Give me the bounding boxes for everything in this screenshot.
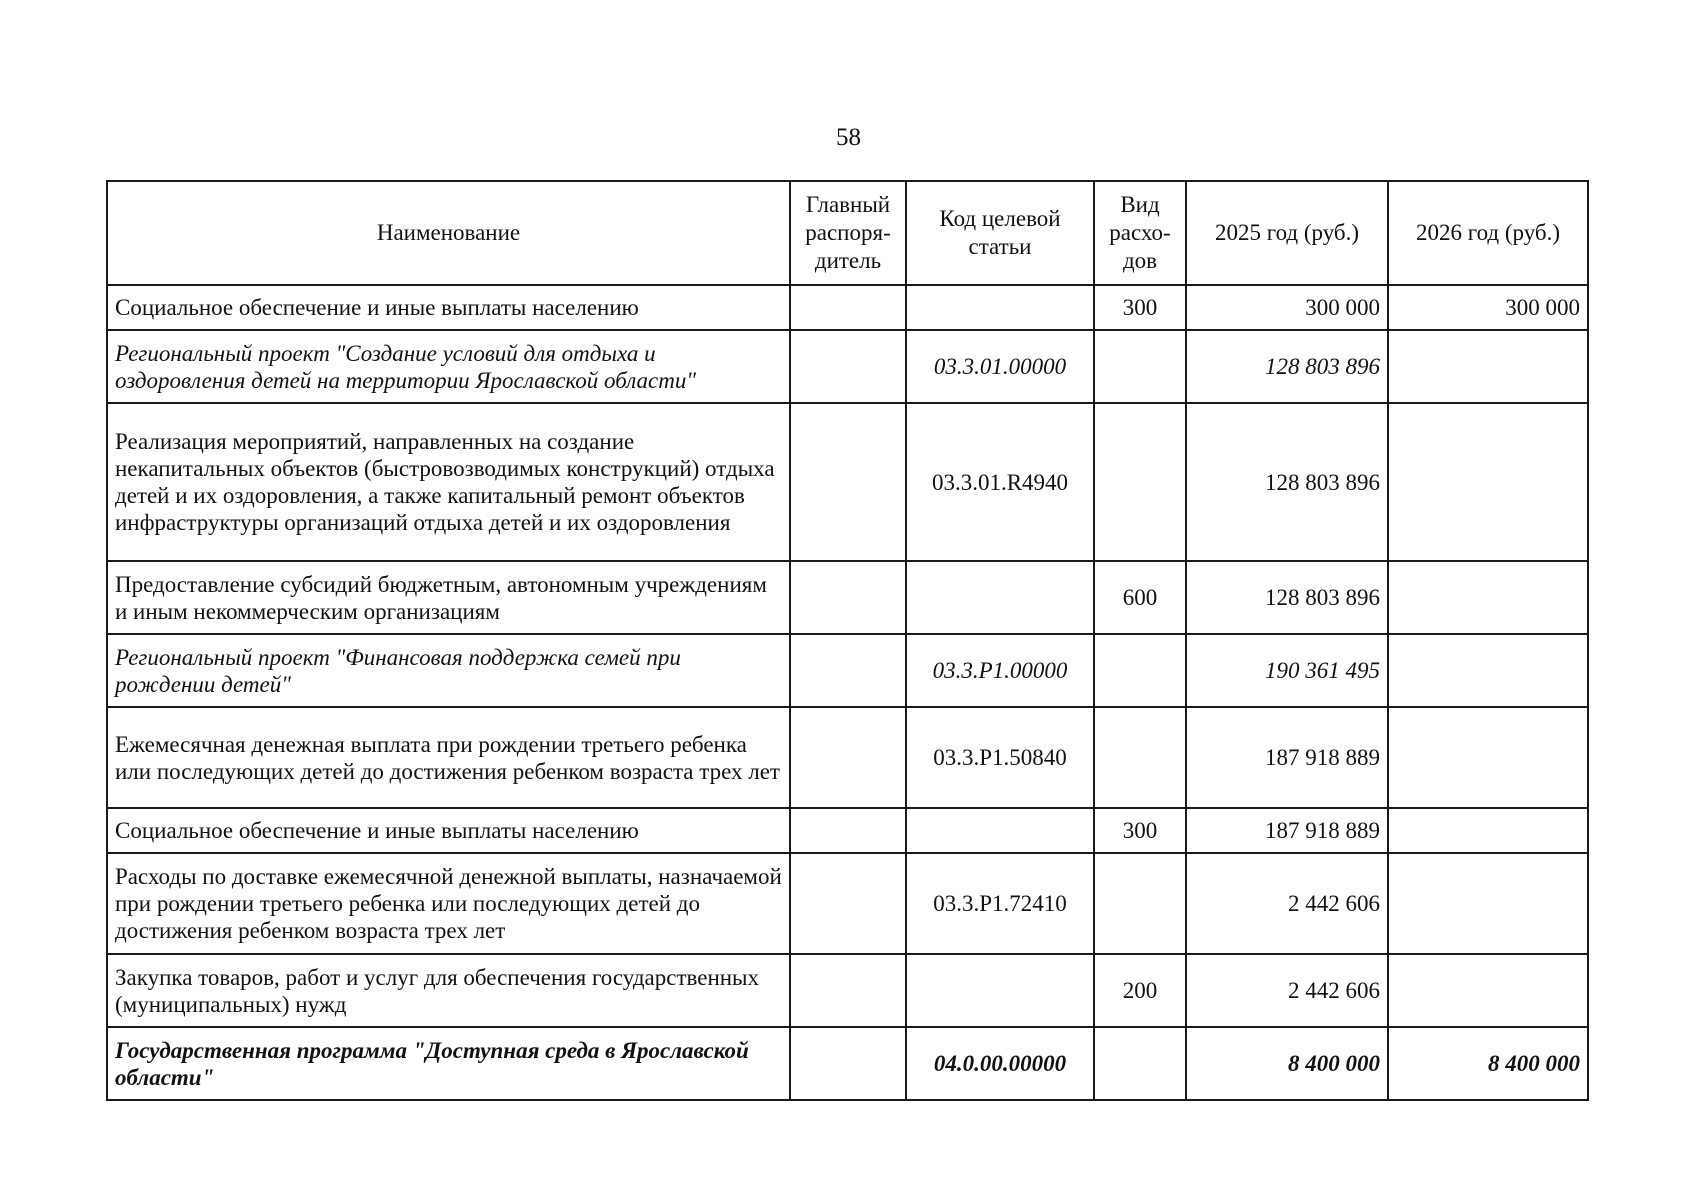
cell-code [906, 561, 1094, 634]
table-row [107, 1027, 1588, 1100]
cell-2026: 8 400 000 [1388, 1027, 1588, 1100]
table-row [107, 330, 1588, 403]
cell-name: Предоставление субсидий бюджетным, автономным учреждениям и иным некоммерческим организациям [107, 561, 790, 634]
cell-code: 03.3.01.00000 [906, 330, 1094, 403]
cell-code [906, 808, 1094, 853]
header-code: Код целевой статьи [906, 181, 1094, 285]
cell-vid [1094, 403, 1186, 561]
cell-2025: 128 803 896 [1186, 330, 1388, 403]
table-row [107, 707, 1588, 808]
cell-name: Социальное обеспечение и иные выплаты населению [107, 808, 790, 853]
cell-2025: 128 803 896 [1186, 403, 1388, 561]
cell-2026 [1388, 808, 1588, 853]
cell-admin [790, 561, 906, 634]
table-row [107, 403, 1588, 561]
table-row [107, 853, 1588, 954]
cell-2026 [1388, 403, 1588, 561]
cell-2025: 8 400 000 [1186, 1027, 1388, 1100]
cell-name: Региональный проект "Финансовая поддержка семей при рождении детей" [107, 634, 790, 707]
cell-vid [1094, 707, 1186, 808]
table-body [107, 285, 1588, 1100]
cell-admin [790, 634, 906, 707]
cell-name: Государственная программа "Доступная среда в Ярославской области" [107, 1027, 790, 1100]
budget-table [106, 180, 1589, 1101]
cell-2025: 190 361 495 [1186, 634, 1388, 707]
cell-vid [1094, 1027, 1186, 1100]
header-name: Наименование [107, 181, 790, 285]
cell-vid: 200 [1094, 954, 1186, 1027]
header-year-2026: 2026 год (руб.) [1388, 181, 1588, 285]
cell-admin [790, 1027, 906, 1100]
table-row [107, 808, 1588, 853]
cell-code [906, 285, 1094, 330]
header-vid: Вид расхо-дов [1094, 181, 1186, 285]
cell-code: 03.3.P1.50840 [906, 707, 1094, 808]
cell-name: Социальное обеспечение и иные выплаты населению [107, 285, 790, 330]
cell-2026 [1388, 707, 1588, 808]
cell-2025: 300 000 [1186, 285, 1388, 330]
cell-admin [790, 285, 906, 330]
cell-name: Региональный проект "Создание условий для отдыха и оздоровления детей на территории Ярославской области" [107, 330, 790, 403]
cell-code: 04.0.00.00000 [906, 1027, 1094, 1100]
cell-name: Расходы по доставке ежемесячной денежной выплаты, назначаемой при рождении третьего ребенка или последующих детей до достижения ребенком возраста трех лет [107, 853, 790, 954]
cell-vid: 300 [1094, 285, 1186, 330]
cell-2025: 187 918 889 [1186, 808, 1388, 853]
cell-2025: 2 442 606 [1186, 954, 1388, 1027]
cell-2026 [1388, 634, 1588, 707]
cell-admin [790, 853, 906, 954]
cell-admin [790, 403, 906, 561]
cell-2025: 2 442 606 [1186, 853, 1388, 954]
cell-2026 [1388, 853, 1588, 954]
cell-2025: 187 918 889 [1186, 707, 1388, 808]
cell-vid [1094, 853, 1186, 954]
cell-admin [790, 808, 906, 853]
cell-2025: 128 803 896 [1186, 561, 1388, 634]
cell-vid [1094, 330, 1186, 403]
cell-name: Ежемесячная денежная выплата при рождении третьего ребенка или последующих детей до достижения ребенком возраста трех лет [107, 707, 790, 808]
cell-name: Закупка товаров, работ и услуг для обеспечения государственных (муниципальных) нужд [107, 954, 790, 1027]
table-header-row [107, 181, 1588, 285]
table-row [107, 561, 1588, 634]
cell-admin [790, 954, 906, 1027]
cell-admin [790, 707, 906, 808]
cell-vid: 600 [1094, 561, 1186, 634]
cell-admin [790, 330, 906, 403]
table-row [107, 634, 1588, 707]
cell-code [906, 954, 1094, 1027]
table-row [107, 954, 1588, 1027]
page-number: 58 [836, 124, 861, 151]
table-row [107, 285, 1588, 330]
cell-code: 03.3.P1.00000 [906, 634, 1094, 707]
cell-2026: 300 000 [1388, 285, 1588, 330]
cell-vid: 300 [1094, 808, 1186, 853]
cell-2026 [1388, 954, 1588, 1027]
cell-name: Реализация мероприятий, направленных на создание некапитальных объектов (быстровозводимых конструкций) отдыха детей и их оздоровления, а также капитальный ремонт объектов инфраструктуры организаций отдыха детей и их оздоровления [107, 403, 790, 561]
cell-code: 03.3.P1.72410 [906, 853, 1094, 954]
cell-code: 03.3.01.R4940 [906, 403, 1094, 561]
cell-2026 [1388, 330, 1588, 403]
header-admin: Главный распоря-дитель [790, 181, 906, 285]
cell-vid [1094, 634, 1186, 707]
cell-2026 [1388, 561, 1588, 634]
header-year-2025: 2025 год (руб.) [1186, 181, 1388, 285]
